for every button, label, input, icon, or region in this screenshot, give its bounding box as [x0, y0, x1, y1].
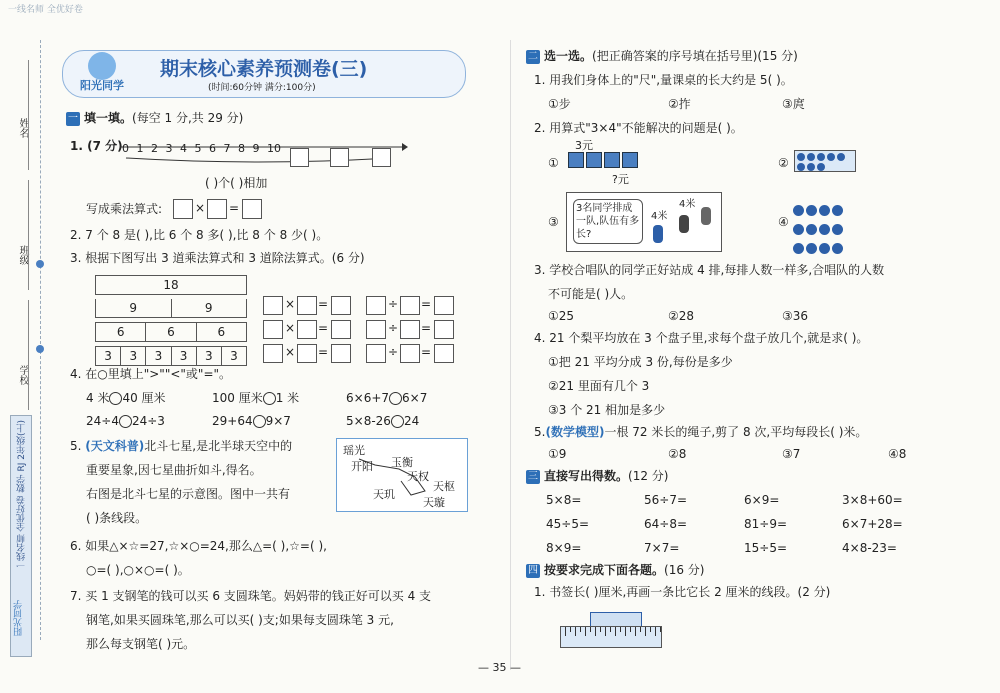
- bar-cell: 3: [172, 347, 197, 365]
- sec2-number: 二: [528, 50, 538, 62]
- top-strip: 一线名师 全优好卷: [8, 5, 83, 15]
- circle-icon: [837, 153, 845, 161]
- dot-icon: [793, 205, 804, 216]
- equation-box[interactable]: [366, 344, 386, 363]
- sec2-heading: [526, 48, 798, 64]
- s2-q3-line-2: 不可能是( )人。: [548, 287, 634, 301]
- calc-item: 5×8=: [546, 493, 582, 507]
- equation-box[interactable]: [263, 296, 283, 315]
- q4-right: 40 厘米: [122, 391, 166, 405]
- q4-right: 6×7: [402, 391, 428, 405]
- q6-line-2: ○=( ),○×○=( )。: [86, 563, 190, 577]
- s2-q1-opt[interactable]: ③庹: [782, 97, 805, 111]
- compare-circle[interactable]: [389, 392, 402, 405]
- bar-cell: 9: [96, 299, 172, 317]
- skier-icon: [701, 207, 711, 225]
- operator-sign: =: [318, 297, 329, 311]
- equation-box[interactable]: [331, 344, 351, 363]
- ruler-tick: [565, 627, 566, 636]
- dot-icon: [832, 224, 843, 235]
- column-divider: [510, 40, 511, 670]
- formula-box[interactable]: [173, 199, 193, 219]
- tick-label: 6: [209, 142, 216, 155]
- compare-circle[interactable]: [263, 392, 276, 405]
- bar-cell: 3: [146, 347, 171, 365]
- sec1-number: 一: [68, 112, 78, 124]
- star-label: 玉衡: [391, 456, 413, 469]
- bar-cell: 3: [197, 347, 222, 365]
- q4-right: 9×7: [265, 414, 291, 428]
- ruler-tick: [575, 627, 576, 636]
- s2-q1-opt[interactable]: ①步: [548, 97, 571, 111]
- sec4-number: 四: [528, 564, 538, 576]
- dot-icon: [793, 243, 804, 254]
- operator-sign: =: [421, 321, 432, 335]
- q1-label: 1. (7 分): [70, 139, 123, 153]
- logo: 阳光同学: [80, 79, 124, 92]
- s2-q5-number: 5.: [534, 425, 546, 439]
- circle-icon: [807, 163, 815, 171]
- sec4-title: 按要求完成下面各题。: [544, 563, 665, 577]
- bar-cell: 18: [163, 278, 179, 292]
- bar-cell: 6: [146, 323, 196, 341]
- calc-item: 6×7+28=: [842, 517, 903, 531]
- dot-icon: [819, 205, 830, 216]
- equation-box[interactable]: [400, 296, 420, 315]
- compare-circle[interactable]: [119, 415, 132, 428]
- circle-icon: [817, 153, 825, 161]
- equation-box[interactable]: [297, 344, 317, 363]
- equation-box[interactable]: [366, 320, 386, 339]
- compare-circle[interactable]: [253, 415, 266, 428]
- star-label: 瑶光: [343, 444, 365, 457]
- circle-icon: [797, 163, 805, 171]
- operator-sign: ÷: [388, 345, 399, 359]
- bar-cell: 3: [121, 347, 146, 365]
- calc-item: 15÷5=: [744, 541, 788, 555]
- calc-item: 64÷8=: [644, 517, 688, 531]
- ruler-tick: [635, 627, 636, 636]
- ruler-tick: [640, 627, 641, 632]
- dot-icon: [793, 224, 804, 235]
- equation-box[interactable]: [263, 320, 283, 339]
- bar-cell: 9: [204, 301, 213, 315]
- q4-left: 24÷4: [86, 414, 119, 428]
- s2-q2-opt3[interactable]: ③: [548, 215, 559, 229]
- sec4-heading: [526, 562, 704, 578]
- bar-cell: 3: [96, 347, 121, 365]
- q5-number: 5.: [70, 439, 82, 453]
- meter-label: 4米: [679, 199, 696, 210]
- tick-label: 2: [151, 142, 158, 155]
- tick-label: 0: [122, 142, 129, 155]
- q4-item-5: [212, 413, 291, 429]
- calc-item: 45÷5=: [546, 517, 590, 531]
- ruler-tick: [610, 627, 611, 632]
- tick-label: 8: [238, 142, 245, 155]
- dot-icon: [832, 205, 843, 216]
- equation-box[interactable]: [297, 296, 317, 315]
- sec3-number: 三: [528, 470, 538, 482]
- dot-icon: [819, 243, 830, 254]
- page-number-value: 35: [492, 661, 507, 674]
- dot-icon: [819, 224, 830, 235]
- q4-left: 5×8-26: [346, 414, 391, 428]
- ruler-tick: [615, 627, 616, 636]
- s2-q3-opt[interactable]: ①25: [548, 309, 575, 323]
- ruler-tick: [590, 627, 591, 632]
- q4-right: 1 米: [275, 391, 300, 405]
- q5-tag: (天文科普): [85, 439, 145, 453]
- calc-item: 6×9=: [744, 493, 780, 507]
- sidebar-brand: 阳光同学: [14, 600, 24, 636]
- s2-q5-opt[interactable]: ④8: [888, 447, 907, 461]
- q6-line-1: 6. 如果△×☆=27,☆×○=24,那么△=( ),☆=( ),: [70, 539, 327, 553]
- q4-left: 4 米: [86, 391, 110, 405]
- s2-q5: [534, 424, 867, 440]
- skier-icon: [679, 215, 689, 233]
- s2-q2-opt2[interactable]: ②: [778, 156, 789, 170]
- q4: 4. 在○里填上">""<"或"="。: [70, 367, 232, 381]
- q4-item-2: [212, 390, 299, 406]
- sec1-heading: [66, 110, 243, 126]
- operator-sign: =: [421, 297, 432, 311]
- s2-q4: 4. 21 个梨平均放在 3 个盘子里,求每个盘子放几个,就是求( )。: [534, 331, 869, 345]
- ruler-tick: [580, 627, 581, 632]
- equation-box[interactable]: [263, 344, 283, 363]
- ruler-tick: [600, 627, 601, 632]
- cube-icon: [604, 152, 620, 168]
- q4-item-3: [346, 390, 427, 406]
- answer-box[interactable]: [372, 148, 391, 167]
- sec2-title: 选一选。: [544, 49, 593, 63]
- star-label: 开阳: [351, 460, 373, 473]
- equation-box[interactable]: [434, 320, 454, 339]
- tick-label: 1: [136, 142, 144, 155]
- calc-item: 56÷7=: [644, 493, 688, 507]
- formula-box[interactable]: [242, 199, 262, 219]
- ruler-tick: [595, 627, 596, 636]
- ruler-tick: [620, 627, 621, 632]
- question-price: ?元: [612, 173, 629, 186]
- ruler-tick: [625, 627, 626, 636]
- cube-icon: [622, 152, 638, 168]
- times-sign: ×: [195, 201, 206, 215]
- equation-box[interactable]: [400, 320, 420, 339]
- compare-circle[interactable]: [391, 415, 404, 428]
- s2-q1: 1. 用我们身体上的"尺",量课桌的长大约是 5( )。: [534, 73, 793, 87]
- equation-box[interactable]: [400, 344, 420, 363]
- tick-label: 5: [194, 142, 202, 155]
- operator-sign: ÷: [388, 321, 399, 335]
- equation-box[interactable]: [297, 320, 317, 339]
- dot-icon: [806, 205, 817, 216]
- cube-group: [568, 152, 640, 172]
- meter-label: 4米: [651, 211, 668, 222]
- operator-sign: =: [318, 321, 329, 335]
- s4-q1: 1. 书签长( )厘米,再画一条比它长 2 厘米的线段。(2 分): [534, 585, 831, 599]
- dot-grid: [792, 202, 846, 259]
- circle-icon: [827, 153, 835, 161]
- q5-line-1: [70, 438, 292, 454]
- answer-box[interactable]: [290, 148, 309, 167]
- class-label: 班级: [17, 245, 28, 265]
- equation-box[interactable]: [434, 296, 454, 315]
- compare-circle[interactable]: [109, 392, 122, 405]
- q1-formula-label: 写成乘法算式:: [86, 202, 163, 216]
- bar-row-4: [95, 346, 247, 366]
- bar-cell: 6: [217, 325, 226, 339]
- dot-icon: [806, 243, 817, 254]
- tick-label: 4: [180, 142, 187, 155]
- number-line: [118, 138, 408, 174]
- s2-q2: 2. 用算式"3×4"不能解决的问题是( )。: [534, 121, 743, 135]
- equals-sign: =: [229, 201, 240, 215]
- name-label: 姓名: [17, 118, 28, 138]
- star-label: 天枢: [433, 480, 455, 493]
- sec2-note: (把正确答案的序号填在括号里)(15 分): [592, 49, 798, 63]
- s2-q4-opt[interactable]: ③3 个 21 相加是多少: [548, 403, 666, 417]
- logo-sun-icon: [88, 52, 116, 80]
- s2-q4-opt[interactable]: ②21 里面有几个 3: [548, 379, 650, 393]
- calc-item: 81÷9=: [744, 517, 788, 531]
- page-subtitle: (时间:60分钟 满分:100分): [208, 83, 316, 93]
- s2-q3-line-1: 3. 学校合唱队的同学正好站成 4 排,每排人数一样多,合唱队的人数: [534, 263, 885, 277]
- q1-caption: ( )个( )相加: [205, 176, 268, 190]
- q7-line-2: 钢笔,如果买圆珠笔,那么可以买( )支;如果每支圆珠笔 3 元,: [86, 613, 394, 627]
- dot-icon: [832, 243, 843, 254]
- equation-box[interactable]: [331, 320, 351, 339]
- bar-row-3: [95, 322, 247, 342]
- q4-item-1: [86, 390, 166, 406]
- star-label: 天玑: [373, 488, 395, 501]
- operator-sign: ×: [285, 321, 296, 335]
- q4-right: 24: [403, 414, 420, 428]
- calc-item: 3×8+60=: [842, 493, 903, 507]
- speech-bubble: 3名同学排成一队,队伍有多长?: [573, 199, 643, 244]
- dot-icon: [806, 224, 817, 235]
- binding-hole: [36, 345, 44, 353]
- s2-q3-opt[interactable]: ③36: [782, 309, 809, 323]
- s2-q2-opt1[interactable]: ①: [548, 156, 559, 170]
- skier-icon: [653, 225, 663, 243]
- big-dipper-diagram: [336, 438, 468, 512]
- page-title: 期末核心素养预测卷(三): [160, 58, 368, 80]
- q7-line-1: 7. 买 1 支钢笔的钱可以买 6 支圆珠笔。妈妈带的钱正好可以买 4 支: [70, 589, 432, 603]
- q4-left: 6×6+7: [346, 391, 390, 405]
- ruler-tick: [585, 627, 586, 636]
- s2-q5-opt[interactable]: ①9: [548, 447, 567, 461]
- s2-q2-opt4[interactable]: ④: [778, 215, 789, 229]
- q4-right: 24÷3: [131, 414, 165, 428]
- ruler-tick: [605, 627, 606, 636]
- formula-box[interactable]: [207, 199, 227, 219]
- q4-item-4: [86, 413, 165, 429]
- q3: 3. 根据下图写出 3 道乘法算式和 3 道除法算式。(6 分): [70, 251, 365, 265]
- equation-box[interactable]: [366, 296, 386, 315]
- tick-label: 7: [223, 142, 231, 155]
- star-label: 天权: [407, 470, 429, 483]
- class-line: [28, 180, 29, 290]
- s2-q5-opt[interactable]: ②8: [668, 447, 687, 461]
- sec3-heading: [526, 468, 668, 484]
- ruler-tick: [570, 627, 571, 632]
- ruler-tick: [650, 627, 651, 632]
- equation-box[interactable]: [434, 344, 454, 363]
- tick-label: 9: [252, 142, 260, 155]
- calc-item: 4×8-23=: [842, 541, 897, 555]
- bar-row-2: [95, 299, 247, 318]
- circle-tray: [794, 150, 856, 172]
- q5-line-3: 右图是北斗七星的示意图。图中一共有: [86, 487, 291, 501]
- page-number: — 35 —: [478, 661, 521, 674]
- sec4-note: (16 分): [664, 563, 705, 577]
- tick-label: 3: [165, 142, 173, 155]
- sec3-title: 直接写出得数。: [544, 469, 629, 483]
- s2-q4-opt[interactable]: ①把 21 平均分成 3 份,每份是多少: [548, 355, 733, 369]
- bar-diagram: [95, 275, 247, 366]
- sec1-title: 填一填。: [84, 111, 133, 125]
- tick-label: 10: [267, 142, 281, 155]
- operator-sign: =: [318, 345, 329, 359]
- s2-q3-opt[interactable]: ②28: [668, 309, 695, 323]
- price-label: 3元: [575, 139, 593, 152]
- q5-line-4: ( )条线段。: [86, 511, 148, 525]
- q4-left: 100 厘米: [212, 391, 263, 405]
- s2-q1-opt[interactable]: ②拃: [668, 97, 691, 111]
- operator-sign: ×: [285, 345, 296, 359]
- s2-q5-opt[interactable]: ③7: [782, 447, 801, 461]
- name-line: [28, 60, 29, 170]
- circle-icon: [817, 163, 825, 171]
- q2: 2. 7 个 8 是( ),比 6 个 8 多( ),比 8 个 8 少( )。: [70, 228, 329, 242]
- q5-text: 北斗七星,是北半球天空中的: [144, 439, 293, 453]
- answer-box[interactable]: [330, 148, 349, 167]
- s2-q5-text: 一根 72 米长的绳子,剪了 8 次,平均每段长( )米。: [604, 425, 868, 439]
- ruler-tick: [645, 627, 646, 636]
- cube-icon: [586, 152, 602, 168]
- equation-box[interactable]: [331, 296, 351, 315]
- ski-scene: [566, 192, 722, 252]
- operator-sign: ×: [285, 297, 296, 311]
- bar-row-1: [95, 275, 247, 295]
- bar-cell: 3: [230, 349, 238, 363]
- school-label: 学校: [17, 365, 28, 385]
- q5-line-2: 重要星象,因七星曲折如斗,得名。: [86, 463, 262, 477]
- q7-line-3: 那么每支钢笔( )元。: [86, 637, 196, 651]
- s2-q5-tag: (数学模型): [545, 425, 605, 439]
- operator-sign: ÷: [388, 297, 399, 311]
- q4-left: 29+64: [212, 414, 253, 428]
- calc-item: 7×7=: [644, 541, 680, 555]
- star-label: 天璇: [423, 496, 445, 509]
- circle-icon: [807, 153, 815, 161]
- book-spine-text: 一线名师 全优好卷 数学 RJ 2年级(上): [17, 420, 27, 571]
- sec1-note: (每空 1 分,共 29 分): [132, 111, 244, 125]
- sec3-note: (12 分): [628, 469, 669, 483]
- q4-item-6: [346, 413, 419, 429]
- binding-hole: [36, 260, 44, 268]
- calc-item: 8×9=: [546, 541, 582, 555]
- bar-cell: 6: [96, 323, 146, 341]
- circle-icon: [797, 153, 805, 161]
- ruler-tick: [655, 627, 656, 636]
- school-line: [28, 300, 29, 410]
- ruler-tick: [660, 627, 661, 632]
- ruler: [560, 626, 662, 648]
- operator-sign: =: [421, 345, 432, 359]
- cube-icon: [568, 152, 584, 168]
- binding-line: [40, 40, 41, 640]
- ruler-tick: [630, 627, 631, 632]
